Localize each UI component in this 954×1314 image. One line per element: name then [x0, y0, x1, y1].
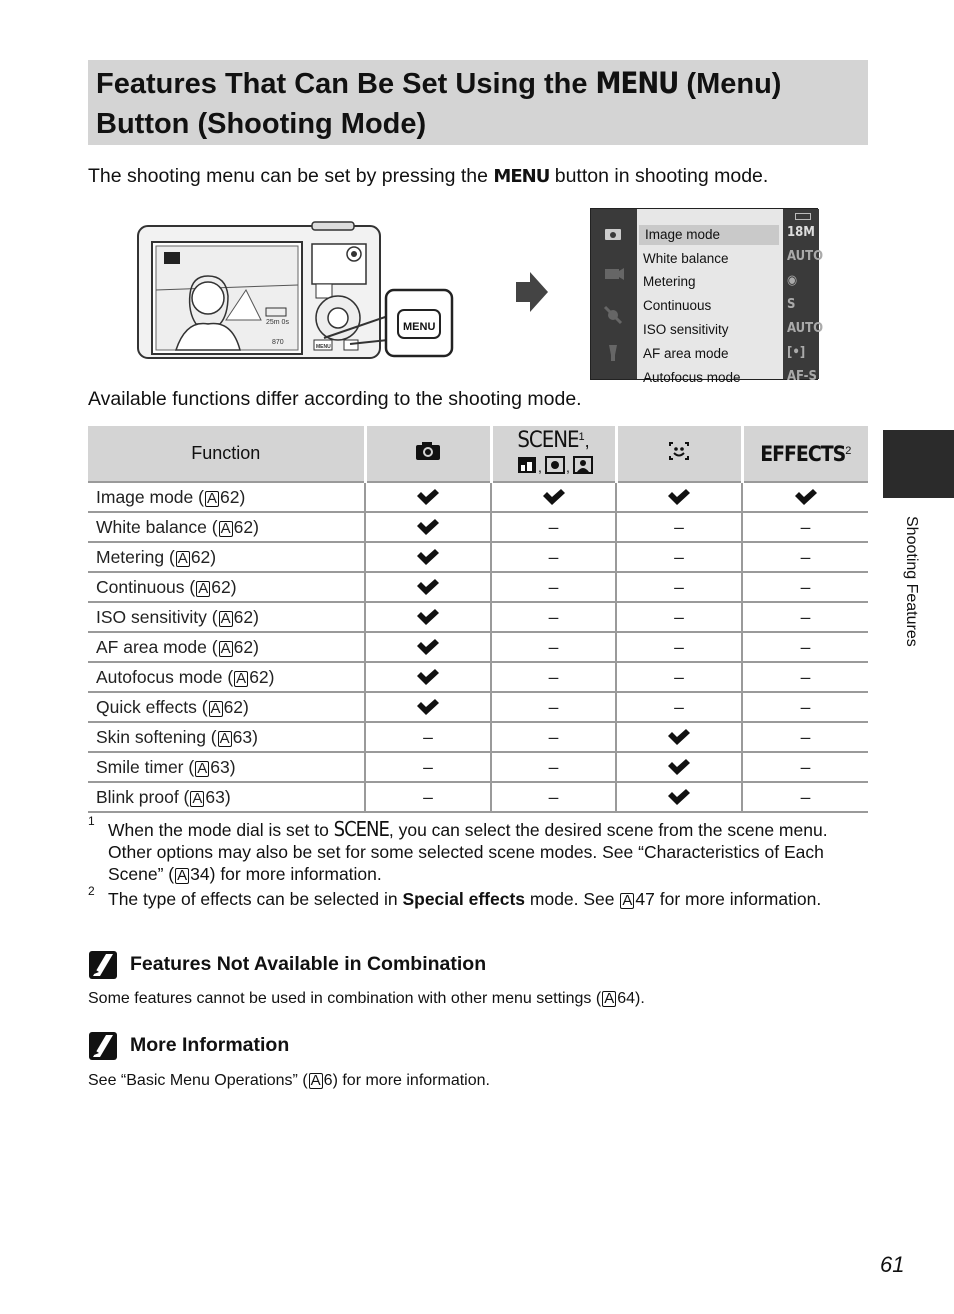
menu-item[interactable]: Metering — [643, 274, 696, 289]
availability-dash: – — [742, 632, 868, 662]
availability-dash: – — [491, 752, 616, 782]
book-icon: A — [310, 1072, 321, 1089]
availability-dash: – — [491, 512, 616, 542]
book-icon: A — [192, 789, 203, 807]
smart-portrait-icon — [667, 440, 691, 462]
book-icon: A — [220, 639, 231, 657]
function-name: White balance ( A 62) — [88, 512, 365, 542]
check-icon — [415, 548, 441, 566]
check-icon — [666, 788, 692, 806]
availability-dash: – — [491, 692, 616, 722]
camera-icon — [414, 440, 442, 462]
check-icon — [415, 578, 441, 596]
pencil-icon — [88, 950, 118, 980]
availability-check — [365, 632, 491, 662]
menu-value: AUTO — [787, 321, 824, 336]
menu-value: S — [787, 297, 796, 312]
svg-text:25m 0s: 25m 0s — [266, 319, 289, 326]
check-icon — [415, 668, 441, 686]
book-icon: A — [206, 489, 217, 507]
movie-icon — [605, 268, 624, 280]
table-row — [88, 782, 868, 812]
menu-glyph: MENU — [493, 166, 550, 187]
satellite-icon — [605, 307, 621, 323]
availability-check — [616, 752, 742, 782]
availability-dash: – — [616, 572, 742, 602]
function-name: Quick effects ( A 62) — [88, 692, 365, 722]
menu-item[interactable]: Image mode — [639, 225, 779, 245]
svg-text:,: , — [565, 458, 570, 475]
shooting-menu-screen — [590, 208, 824, 385]
menu-item[interactable]: White balance — [643, 251, 729, 266]
table-row — [88, 632, 868, 662]
availability-dash: – — [491, 572, 616, 602]
availability-dash: – — [365, 782, 491, 812]
availability-dash: – — [742, 722, 868, 752]
intro-text: The shooting menu can be set by pressing the MENU button in shooting mode. — [88, 165, 769, 187]
table-header-row — [88, 426, 868, 482]
battery-icon — [795, 213, 811, 220]
availability-dash: – — [491, 662, 616, 692]
menu-item[interactable]: Continuous — [643, 298, 712, 313]
availability-check — [365, 542, 491, 572]
menu-button-label: MENU — [403, 321, 436, 333]
function-name: Skin softening ( A 63) — [88, 722, 365, 752]
availability-check — [365, 602, 491, 632]
page-number: 61 — [880, 1252, 905, 1277]
availability-check — [365, 512, 491, 542]
availability-dash: – — [365, 722, 491, 752]
availability-dash: – — [742, 542, 868, 572]
header-effects: EFFECTS$^2$ — [742, 426, 868, 482]
page-title: Features That Can Be Set Using the MENU (Menu) Button (Shooting Mode) — [96, 66, 782, 140]
header-function: Function — [88, 426, 365, 482]
svg-text:870: 870 — [272, 339, 284, 346]
note-body: See “Basic Menu Operations” ( A 6) for more information. — [88, 1072, 490, 1089]
menu-glyph: MENU — [595, 66, 679, 100]
check-icon — [793, 488, 819, 506]
menu-item[interactable]: ISO sensitivity — [643, 322, 729, 337]
check-icon — [415, 608, 441, 626]
book-icon: A — [220, 519, 231, 537]
availability-check — [365, 692, 491, 722]
camera-icon — [605, 229, 621, 240]
check-icon — [541, 488, 567, 506]
book-icon: A — [622, 892, 633, 909]
scene-mode-icons — [514, 455, 594, 475]
availability-dash: – — [742, 602, 868, 632]
availability-dash: – — [616, 512, 742, 542]
function-name: Autofocus mode ( A 62) — [88, 662, 365, 692]
note-body: Some features cannot be used in combination with other menu settings ( A 64). — [88, 990, 645, 1007]
menu-value: AF-S — [787, 369, 817, 384]
book-icon: A — [220, 609, 231, 627]
availability-dash: – — [616, 662, 742, 692]
availability-dash: – — [491, 722, 616, 752]
menu-item[interactable]: Autofocus mode — [643, 370, 741, 385]
check-icon — [415, 488, 441, 506]
function-table — [88, 426, 868, 813]
availability-dash: – — [742, 662, 868, 692]
menu-value: ◉ — [787, 273, 798, 288]
book-icon: A — [236, 669, 247, 687]
available-functions-text: Available functions differ according to the shooting mode. — [88, 388, 582, 410]
table-row — [88, 572, 868, 602]
function-name: Image mode ( A 62) — [88, 482, 365, 512]
menu-tab-icons — [591, 209, 637, 381]
availability-dash: – — [616, 542, 742, 572]
arrow-icon — [516, 272, 548, 312]
availability-dash: – — [365, 752, 491, 782]
function-name: Continuous ( A 62) — [88, 572, 365, 602]
availability-dash: – — [491, 542, 616, 572]
footnote-1: 1 When the mode dial is set to SCENE, you can select the desired scene from the scene menu. Other options may also be set for some selected scene modes. See “Characteristics of Each Scene” ( A 34) for more information. — [88, 814, 828, 884]
availability-dash: – — [491, 782, 616, 812]
menu-value: 18M — [787, 225, 815, 240]
availability-check — [491, 482, 616, 512]
table-row — [88, 722, 868, 752]
check-icon — [415, 518, 441, 536]
backlight-icon — [546, 457, 564, 473]
book-icon: A — [198, 579, 209, 597]
function-name: ISO sensitivity ( A 62) — [88, 602, 365, 632]
title-box — [88, 60, 868, 145]
availability-dash: – — [616, 602, 742, 632]
table-row — [88, 752, 868, 782]
table-row — [88, 662, 868, 692]
small-menu-label: MENU — [316, 344, 331, 350]
availability-check — [742, 482, 868, 512]
availability-check — [365, 572, 491, 602]
wrench-icon — [609, 345, 617, 361]
availability-dash: – — [616, 632, 742, 662]
footnote-2: 2 The type of effects can be selected in Special effects mode. See A 47 for more information. — [88, 884, 822, 909]
book-icon: A — [210, 699, 221, 717]
function-name: Blink proof ( A 63) — [88, 782, 365, 812]
book-icon: A — [604, 990, 615, 1007]
availability-check — [365, 662, 491, 692]
availability-dash: – — [742, 752, 868, 782]
availability-dash: – — [491, 632, 616, 662]
check-icon — [666, 728, 692, 746]
book-icon: A — [219, 729, 230, 747]
function-name: Smile timer ( A 63) — [88, 752, 365, 782]
menu-tab-column — [591, 209, 637, 379]
header-scene: SCENE$^1$, , , — [491, 426, 616, 482]
table-row — [88, 542, 868, 572]
pencil-icon — [88, 1031, 118, 1061]
camera-illustration — [136, 220, 456, 365]
table-row — [88, 692, 868, 722]
check-icon — [415, 638, 441, 656]
menu-value: AUTO — [787, 249, 824, 264]
availability-check — [616, 782, 742, 812]
function-name: AF area mode ( A 62) — [88, 632, 365, 662]
check-icon — [666, 488, 692, 506]
book-icon: A — [177, 549, 188, 567]
menu-list — [637, 209, 783, 385]
check-icon — [415, 698, 441, 716]
availability-dash: – — [616, 692, 742, 722]
note-heading: Features Not Available in Combination — [88, 950, 486, 980]
menu-item[interactable]: AF area mode — [643, 346, 729, 361]
table-row — [88, 602, 868, 632]
portrait-icon — [574, 457, 592, 473]
availability-dash: – — [742, 572, 868, 602]
book-icon: A — [177, 867, 188, 884]
chapter-tab — [883, 430, 954, 498]
header-smart-portrait — [616, 426, 742, 482]
check-icon — [666, 758, 692, 776]
availability-check — [365, 482, 491, 512]
note-heading: More Information — [88, 1031, 289, 1061]
table-row — [88, 512, 868, 542]
svg-text:,: , — [537, 458, 542, 475]
book-icon: A — [197, 759, 208, 777]
availability-dash: – — [491, 602, 616, 632]
header-camera-icon — [365, 426, 491, 482]
availability-dash: – — [742, 782, 868, 812]
availability-dash: – — [742, 692, 868, 722]
function-table-body — [88, 482, 868, 812]
chapter-label: Shooting Features — [903, 516, 920, 647]
availability-check — [616, 722, 742, 752]
table-row — [88, 482, 868, 512]
function-name: Metering ( A 62) — [88, 542, 365, 572]
menu-value: [•] — [787, 345, 806, 360]
night-landscape-icon — [518, 457, 536, 473]
availability-dash: – — [742, 512, 868, 542]
availability-check — [616, 482, 742, 512]
